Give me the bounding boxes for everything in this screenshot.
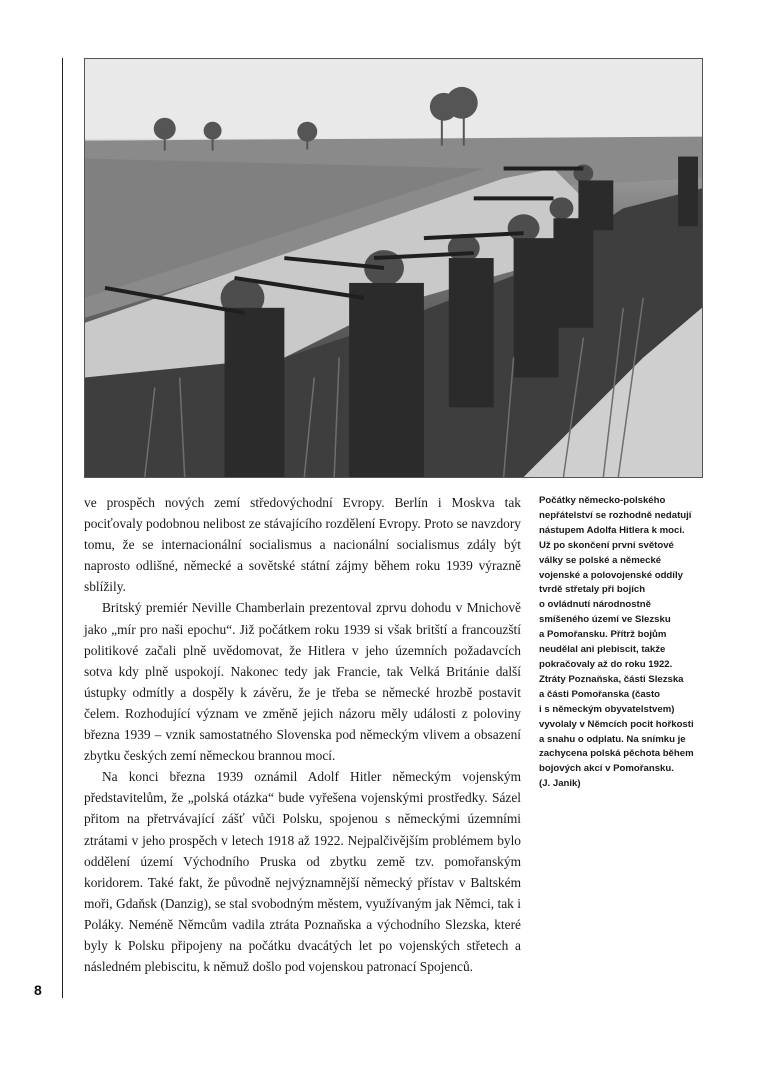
paragraph: ve prospěch nových zemí středovýchodní Evropy. Berlín i Moskva tak pociťovaly podobnou nelibost ze stávajícího rozdělení Evropy. Proto se navzdory tomu, že se internacionální socialismus a nacionální socialismus zdály být naprosto odlišné, německé a sovětské státní zájmy během roku 1939 výrazně sblížily.	[84, 495, 521, 595]
caption-line: Už po skončení první světové	[539, 539, 674, 551]
caption-line: vyvolaly v Němcích pocit hořkosti	[539, 718, 694, 730]
caption-line: neudělal ani plebiscit, takže	[539, 644, 666, 656]
caption-line: a Pomořansku. Přítrž bojům	[539, 629, 667, 641]
caption-line: nepřátelství se rozhodně nedatují	[539, 509, 692, 521]
caption-line: o ovládnutí národnostně	[539, 599, 651, 611]
sky	[85, 59, 702, 139]
page-number: 8	[34, 982, 42, 998]
caption-line: vojenské a polovojenské oddíly	[539, 569, 683, 581]
caption-line: tvrdě střetaly při bojích	[539, 584, 646, 596]
article-body	[84, 492, 521, 977]
caption-line: Počátky německo-polského	[539, 495, 666, 506]
caption-line: nástupem Adolfa Hitlera k moci.	[539, 524, 685, 536]
caption-line: války se polské a německé	[539, 554, 662, 566]
caption-line: i s německým obyvatelstvem)	[539, 703, 675, 715]
caption-line: Ztráty Poznaňska, části Slezska	[539, 673, 684, 685]
historical-photo	[84, 58, 703, 478]
margin-rule	[62, 58, 63, 998]
caption-line: bojových akcí v Pomořansku.	[539, 763, 674, 775]
caption-line: zachycena polská pěchota během	[539, 748, 694, 760]
paragraph: Na konci března 1939 oznámil Adolf Hitler německým vojenským představitelům, že „polská otázka“ bude vyřešena vojenskými prostředky. Sázel přitom na přetrvávající zášť vůči Polsku, spojenou s německými územními ztrátami v jeho prospěch v letech 1918 až 1922. Nejpalčivějším problémem bylo oddělení území Východního Pruska od zbytku země tzv. pomořanským koridorem. Také fakt, že původně nejvýznamnější německý přístav v Baltském moři, Gdaňsk (Danzig), se stal svobodným městem, využívaným jak Němci, tak i Poláky. Neméně Němcům vadila ztráta Poznaňska a východního Slezska, které byly k Polsku připojeny na počátku dvacátých let po vojenských střetech a následném plebiscitu, k němuž došlo pod vojenskou patronací Spojenců.	[84, 769, 521, 975]
photo-illustration	[85, 59, 702, 477]
caption-line: smíšeného území ve Slezsku	[539, 614, 671, 626]
paragraph: Britský premiér Neville Chamberlain prezentoval zprvu dohodu v Mnichově jako „mír pro naši epochu“. Již počátkem roku 1939 si však britští a francouzští politikové začali plně uvědomovat, že Hitlera v jeho územních požadavcích sotva kdy plně uspokojí. Nakonec tedy jak Francie, tak Velká Británie další ústupky odmítly a dospěly k závěru, že je třeba se německé hrozbě postavit čelem. Rozhodující význam ve změně jejich názoru měly události z poloviny března 1939 – vznik samostatného Slovenska pod německým vlivem a obsazení zbytku českých zemí německou brannou mocí.	[84, 600, 521, 764]
caption-line: a části Pomořanska (často	[539, 688, 661, 700]
caption-credit: (J. Janik)	[539, 778, 581, 790]
caption-line: pokračovaly až do roku 1922.	[539, 658, 673, 670]
photo-caption	[539, 494, 709, 792]
caption-line: a snahu o odplatu. Na snímku je	[539, 733, 686, 745]
